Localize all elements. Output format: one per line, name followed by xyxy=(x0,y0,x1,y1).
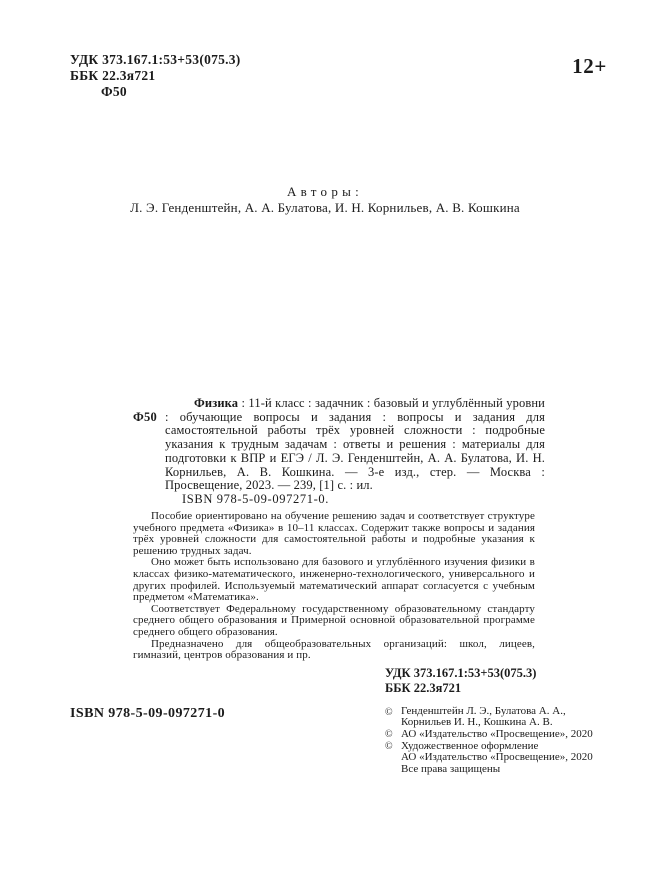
udk-bbk-block xyxy=(70,52,241,99)
copyright-publisher-line: АО «Издательство «Просвещение», 2020 xyxy=(401,727,593,740)
copyright-entry-authors xyxy=(385,706,615,729)
copyright-icon: © xyxy=(385,729,393,741)
udk-code-bottom: УДК 373.167.1:53+53(075.3) xyxy=(385,666,537,680)
annotation-paragraph-1: Пособие ориентировано на обучение решению задач и соответствует структуре учебного предмета «Физика» в 10–11 классах. Содержит также вопросы и задания трёх уровней сложности для самостоятельной работы и подробные указания к решению трудных задач. xyxy=(133,510,535,557)
copyright-entry-publisher xyxy=(385,729,615,741)
bibliographic-record-text: : 11-й класс : задачник : базовый и углублённый уровни : обучающие вопросы и задания : вопросы и задания для самостоятельной работы трёх уровней сложности : подробные указания к трудным задачам : ответы и решения : материалы для подготовки к ВПР и ЕГЭ / Л. Э. Генденштейн, А. А. Булатова, И. Н. Корнильев, А. В. Кошкина. — 3-е изд., стер. — Москва : Просвещение, 2023. — 239, [1] с. : ил. xyxy=(165,396,545,493)
copyright-authors-line-1: Генденштейн Л. Э., Булатова А. А., xyxy=(401,705,566,717)
copyright-icon: © xyxy=(385,706,393,718)
isbn-bottom: ISBN 978-5-09-097271-0 xyxy=(70,706,226,721)
bottom-classifiers xyxy=(385,666,536,695)
book-author-code: Ф50 xyxy=(101,83,127,99)
book-title: Физика xyxy=(194,396,239,410)
annotation-paragraph-2: Оно может быть использовано для базового и углублённого изучения физики в классах физико-математического, инженерно-технологического, универсального и других профилей. Используемый математический аппарат согласуется с учебным предметом «Математика». xyxy=(133,556,535,604)
catalog-isbn: ISBN 978-5-09-097271-0. xyxy=(182,492,330,507)
bibliographic-record xyxy=(165,397,545,493)
catalog-card-code: Ф50 xyxy=(133,409,157,424)
authors-section xyxy=(0,184,650,215)
copyright-rights-reserved: Все права защищены xyxy=(401,762,501,775)
copyright-entry-design xyxy=(385,741,615,775)
copyright-icon: © xyxy=(385,741,393,753)
annotation-paragraph-3: Соответствует Федеральному государственному образовательному стандарту среднего общего образования и Примерной основной образовательной программе среднего общего образования. xyxy=(133,602,535,638)
authors-heading: Авторы: xyxy=(286,184,364,199)
authors-names: Л. Э. Генденштейн, А. А. Булатова, И. Н. Корнильев, А. В. Кошкина xyxy=(130,199,520,215)
copyright-design-line-1: Художественное оформление xyxy=(401,739,539,752)
catalog-card xyxy=(133,397,545,507)
age-rating-badge: 12+ xyxy=(572,54,607,78)
udk-code: УДК 373.167.1:53+53(075.3) xyxy=(70,52,241,67)
bbk-code: ББК 22.3я721 xyxy=(70,67,156,83)
copyright-authors-line-2: Корнильев И. Н., Кошкина А. В. xyxy=(401,716,553,729)
annotation-block xyxy=(133,511,535,662)
copyright-block xyxy=(385,706,615,775)
bbk-code-bottom: ББК 22.3я721 xyxy=(385,680,462,695)
annotation-paragraph-4: Предназначено для общеобразовательных организаций: школ, лицеев, гимназий, центров образования и пр. xyxy=(133,637,535,662)
copyright-design-line-2: АО «Издательство «Просвещение», 2020 xyxy=(401,751,593,764)
